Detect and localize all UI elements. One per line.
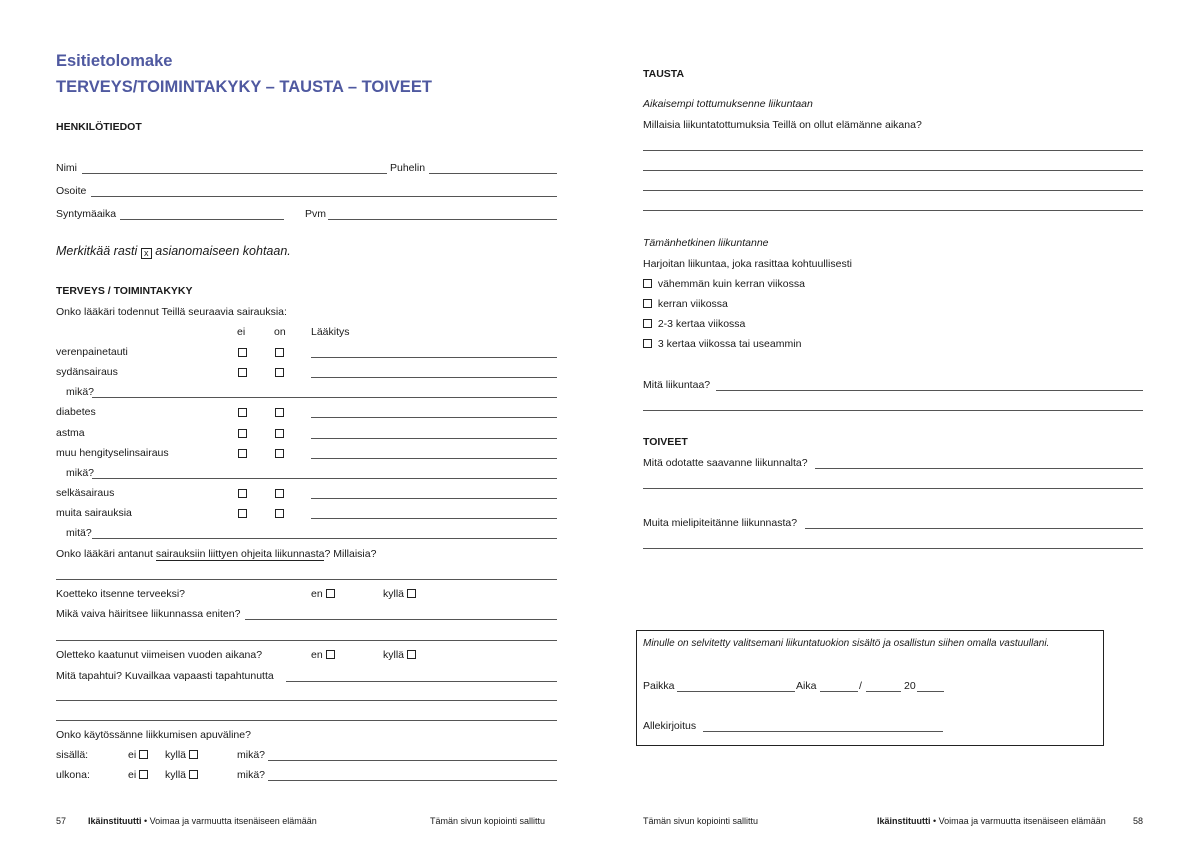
what-exercise-question: Mitä liikuntaa?	[643, 379, 711, 391]
checkbox[interactable]	[643, 339, 652, 348]
fall-no-option[interactable]	[311, 649, 335, 661]
option-label: kyllä	[165, 749, 187, 761]
indoor-no-option[interactable]	[128, 749, 148, 761]
disease-label: astma	[56, 427, 85, 439]
option-label: kyllä	[383, 588, 405, 600]
outdoor-no-option[interactable]	[128, 769, 148, 781]
checkbox-yes[interactable]	[275, 509, 284, 518]
checkbox[interactable]	[407, 650, 416, 659]
section-heading-background: TAUSTA	[643, 68, 685, 80]
which-field[interactable]	[92, 397, 557, 398]
medication-field[interactable]	[311, 498, 557, 499]
footer-org: Ikäinstituutti	[877, 816, 931, 826]
medication-field[interactable]	[311, 458, 557, 459]
answer-line[interactable]	[805, 528, 1143, 529]
answer-line[interactable]	[643, 410, 1143, 411]
checkbox[interactable]	[189, 750, 198, 759]
answer-line[interactable]	[643, 488, 1143, 489]
outdoor-which-label: mikä?	[237, 769, 266, 781]
medication-field[interactable]	[311, 357, 557, 358]
checkbox[interactable]	[326, 589, 335, 598]
column-header-no: ei	[237, 326, 246, 338]
option-label: vähemmän kuin kerran viikossa	[657, 278, 805, 290]
phone-label: Puhelin	[390, 162, 426, 174]
which-field[interactable]	[92, 538, 557, 539]
option-label: 3 kertaa viikossa tai useammin	[657, 338, 802, 350]
frequency-option[interactable]	[643, 338, 801, 350]
page-number-left: 57	[56, 816, 67, 826]
answer-line[interactable]	[56, 579, 557, 580]
option-label: kyllä	[383, 649, 405, 661]
checkbox[interactable]	[407, 589, 416, 598]
option-label: en	[311, 649, 323, 661]
medication-field[interactable]	[311, 518, 557, 519]
option-label: ei	[128, 769, 137, 781]
checkbox-no[interactable]	[238, 509, 247, 518]
checkbox[interactable]	[643, 299, 652, 308]
place-field[interactable]	[677, 691, 795, 692]
checkbox[interactable]	[139, 750, 148, 759]
answer-line[interactable]	[716, 390, 1143, 391]
opinion-question: Muita mielipiteitänne liikunnasta?	[643, 517, 798, 529]
frequency-option[interactable]	[643, 278, 805, 290]
year-prefix: 20	[904, 680, 916, 692]
previous-habits-question: Millaisia liikuntatottumuksia Teillä on ollut elämänne aikana?	[643, 119, 922, 131]
option-label: 2-3 kertaa viikossa	[657, 318, 746, 330]
answer-line[interactable]	[56, 720, 557, 721]
healthy-yes-option[interactable]	[383, 588, 416, 600]
which-label: mikä?	[66, 386, 95, 398]
checkbox-no[interactable]	[238, 489, 247, 498]
fall-question: Oletteko kaatunut viimeisen vuoden aikana?	[56, 649, 263, 661]
frequency-option[interactable]	[643, 298, 728, 310]
instruction-before: Merkitkää rasti	[56, 244, 138, 258]
current-exercise-heading: Tämänhetkinen liikuntanne	[643, 237, 769, 249]
footer-publication-left	[88, 816, 317, 826]
place-label: Paikka	[643, 680, 675, 692]
indoor-which-field[interactable]	[268, 760, 557, 761]
checkbox[interactable]	[643, 319, 652, 328]
indoor-label: sisällä:	[56, 749, 89, 761]
footer-copy-right: Tämän sivun kopiointi sallittu	[643, 816, 759, 826]
checkbox[interactable]	[139, 770, 148, 779]
option-label: kerran viikossa	[657, 298, 728, 310]
form-subtitle: TERVEYS/TOIMINTAKYKY – TAUSTA – TOIVEET	[56, 78, 432, 96]
name-field[interactable]	[82, 173, 387, 174]
answer-line[interactable]	[643, 170, 1143, 171]
answer-line[interactable]	[286, 681, 557, 682]
footer-org: Ikäinstituutti	[88, 816, 142, 826]
disease-label: diabetes	[56, 406, 96, 418]
healthy-question: Koetteko itsenne terveeksi?	[56, 588, 185, 600]
current-exercise-question: Harjoitan liikuntaa, joka rasittaa kohtuullisesti	[643, 258, 852, 270]
section-heading-personal: HENKILÖTIEDOT	[56, 121, 142, 133]
footer-pub: • Voimaa ja varmuutta itsenäiseen elämään	[930, 816, 1106, 826]
date-label: Pvm	[305, 208, 326, 220]
checkbox[interactable]	[643, 279, 652, 288]
which-label: mitä?	[66, 527, 92, 539]
checkbox-no[interactable]	[238, 368, 247, 377]
checkbox-yes[interactable]	[275, 368, 284, 377]
answer-line[interactable]	[56, 640, 557, 641]
section-heading-health: TERVEYS / TOIMINTAKYKY	[56, 285, 193, 297]
example-checked-box: x	[141, 248, 152, 259]
checkbox-yes[interactable]	[275, 348, 284, 357]
year-field[interactable]	[917, 691, 944, 692]
answer-line[interactable]	[245, 619, 557, 620]
advice-question-underlined: sairauksiin liittyen ohjeita liikunnasta	[155, 548, 325, 560]
answer-line[interactable]	[815, 468, 1143, 469]
outdoor-which-field[interactable]	[268, 780, 557, 781]
advice-question	[56, 548, 376, 560]
disease-label: verenpainetauti	[56, 346, 128, 358]
which-field[interactable]	[92, 478, 557, 479]
checkbox-no[interactable]	[238, 408, 247, 417]
page-number-right: 58	[1133, 816, 1144, 826]
indoor-which-label: mikä?	[237, 749, 266, 761]
instruction-after: asianomaiseen kohtaan.	[155, 244, 291, 258]
checkbox[interactable]	[326, 650, 335, 659]
checkbox-yes[interactable]	[275, 429, 284, 438]
medication-field[interactable]	[311, 377, 557, 378]
bother-question: Mikä vaiva häiritsee liikunnassa eniten?	[56, 608, 241, 620]
checkbox-no[interactable]	[238, 449, 247, 458]
birthdate-label: Syntymäaika	[56, 208, 117, 220]
date-separator: /	[859, 680, 862, 692]
signature-field[interactable]	[703, 731, 943, 732]
previous-habits-heading: Aikaisempi tottumuksenne liikuntaan	[643, 98, 813, 110]
medication-field[interactable]	[311, 438, 557, 439]
footer-copy-left: Tämän sivun kopiointi sallittu	[430, 816, 546, 826]
column-header-medication: Lääkitys	[311, 326, 350, 338]
day-field[interactable]	[820, 691, 858, 692]
address-label: Osoite	[56, 185, 87, 197]
disease-label: selkäsairaus	[56, 487, 115, 499]
healthy-no-option[interactable]	[311, 588, 335, 600]
form-title: Esitietolomake	[56, 52, 173, 70]
option-label: kyllä	[165, 769, 187, 781]
instruction-text	[56, 244, 291, 259]
footer-pub: • Voimaa ja varmuutta itsenäiseen elämään	[141, 816, 317, 826]
answer-line[interactable]	[643, 190, 1143, 191]
disease-label: sydänsairaus	[56, 366, 118, 378]
answer-line[interactable]	[643, 548, 1143, 549]
outdoor-label: ulkona:	[56, 769, 90, 781]
disease-label: muu hengityselinsairaus	[56, 447, 169, 459]
indoor-yes-option[interactable]	[165, 749, 198, 761]
column-header-yes: on	[274, 326, 286, 338]
checkbox-no[interactable]	[238, 429, 247, 438]
answer-line[interactable]	[643, 150, 1143, 151]
answer-line[interactable]	[56, 700, 557, 701]
address-field[interactable]	[91, 196, 557, 197]
option-label: en	[311, 588, 323, 600]
signature-label: Allekirjoitus	[643, 720, 697, 732]
time-label: Aika	[796, 680, 817, 692]
expectation-question: Mitä odotatte saavanne liikunnalta?	[643, 457, 808, 469]
frequency-option[interactable]	[643, 318, 745, 330]
consent-text: Minulle on selvitetty valitsemani liikuntatuokion sisältö ja osallistun siihen omalla vastuullani.	[643, 638, 1050, 649]
footer-publication-right	[877, 816, 1106, 826]
aid-question: Onko käytössänne liikkumisen apuväline?	[56, 729, 251, 741]
phone-field[interactable]	[429, 173, 557, 174]
advice-question-end: ? Millaisia?	[324, 548, 377, 560]
disease-label: muita sairauksia	[56, 507, 132, 519]
which-label: mikä?	[66, 467, 95, 479]
advice-question-start: Onko lääkäri antanut	[56, 548, 156, 560]
date-field[interactable]	[328, 219, 557, 220]
section-heading-wishes: TOIVEET	[643, 436, 688, 448]
happened-question: Mitä tapahtui? Kuvailkaa vapaasti tapahtunutta	[56, 670, 274, 682]
fall-yes-option[interactable]	[383, 649, 416, 661]
checkbox-no[interactable]	[238, 348, 247, 357]
checkbox-yes[interactable]	[275, 489, 284, 498]
month-field[interactable]	[866, 691, 901, 692]
name-label: Nimi	[56, 162, 77, 174]
answer-line[interactable]	[643, 210, 1143, 211]
outdoor-yes-option[interactable]	[165, 769, 198, 781]
checkbox[interactable]	[189, 770, 198, 779]
disease-question: Onko lääkäri todennut Teillä seuraavia sairauksia:	[56, 306, 287, 318]
checkbox-yes[interactable]	[275, 449, 284, 458]
option-label: ei	[128, 749, 137, 761]
birthdate-field[interactable]	[120, 219, 284, 220]
medication-field[interactable]	[311, 417, 557, 418]
checkbox-yes[interactable]	[275, 408, 284, 417]
